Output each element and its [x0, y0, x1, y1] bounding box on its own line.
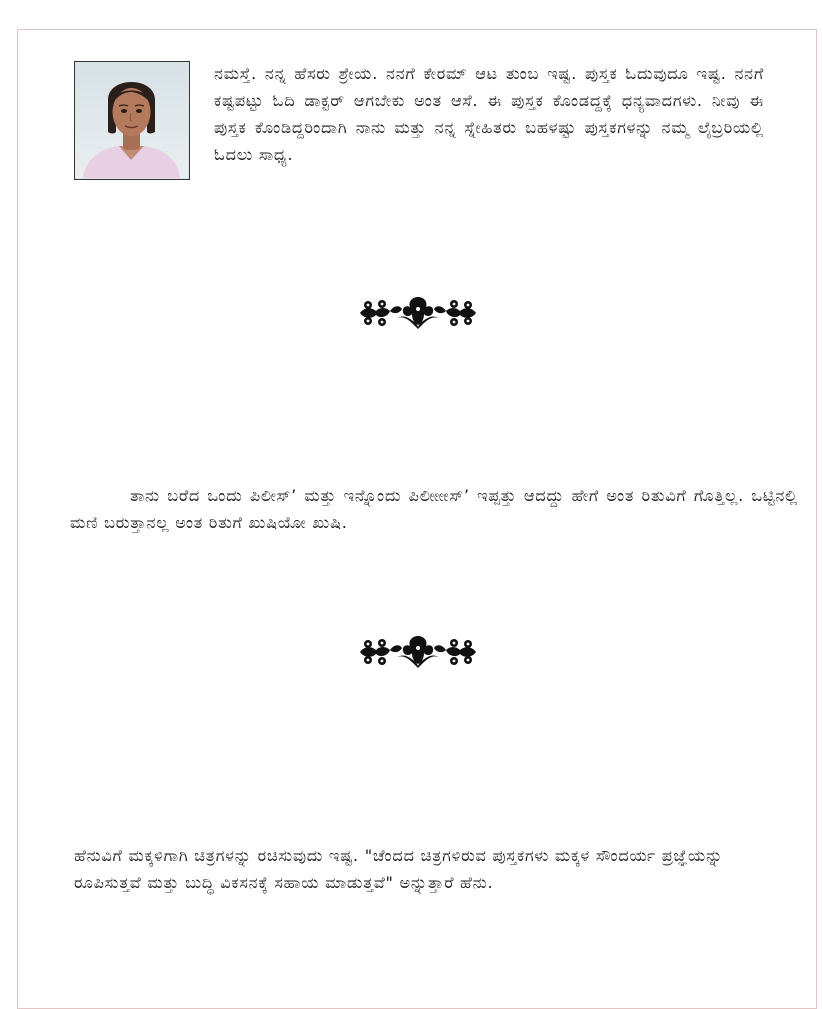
- author-portrait: [74, 61, 190, 180]
- floral-divider-icon: [356, 293, 480, 329]
- illustrator-paragraph: ಹೆನುವಿಗೆ ಮಕ್ಕಳಿಗಾಗಿ ಚಿತ್ರಗಳನ್ನು ರಚಿಸುವುದು ಇಷ್ಟ. "ಚೆಂದದ ಚಿತ್ರಗಳಿರುವ ಪುಸ್ತಕಗಳು ಮಕ್ಕಳ ಸೌಂದರ್ಯ ಪ್ರಜ್ಞೆಯನ್ನು ರೂಪಿಸುತ್ತವೆ ಮತ್ತು ಬುದ್ಧಿ ವಿಕಸನಕ್ಕೆ ಸಹಾಯ ಮಾಡುತ್ತವೆ" ಅನ್ನುತ್ತಾರೆ ಹೆನು.: [74, 846, 724, 892]
- author-intro: [74, 60, 764, 190]
- story-paragraph: ತಾನು ಬರೆದ ಒಂದು ಪಿಲೀಸ್’ ಮತ್ತು ಇನ್ನೊಂದು ಪಿಲೀೕೕೕಸ್’ ಇಪ್ಪತ್ತು ಆದದ್ದು ಹೇಗೆ ಅಂತ ರಿತುವಿಗೆ ಗೊತ್ತಿಲ್ಲ. ಒಟ್ಟಿನಲ್ಲಿ ಮಣಿ ಬರುತ್ತಾನಲ್ಲ ಅಂತ ರಿತುಗೆ ಖುಷಿಯೋ ಖುಷಿ.: [70, 486, 798, 532]
- author-intro-text: ನಮಸ್ತೆ. ನನ್ನ ಹೆಸರು ಶ್ರೇಯ. ನನಗೆ ಕೇರಮ್ ಆಟ ತುಂಬ ಇಷ್ಟ. ಪುಸ್ತಕ ಓದುವುದೂ ಇಷ್ಟ. ನನಗೆ ಕಷ್ಟಪಟ್ಟು ಓದಿ ಡಾಕ್ಟರ್ ಆಗಬೇಕು ಅಂತ ಆಸೆ. ಈ ಪುಸ್ತಕ ಕೊಂಡದ್ದಕ್ಕೆ ಧನ್ಯವಾದಗಳು. ನೀವು ಈ ಪುಸ್ತಕ ಕೊಂಡಿದ್ದರಿಂದಾಗಿ ನಾನು ಮತ್ತು ನನ್ನ ಸ್ನೇಹಿತರು ಬಹಳಷ್ಟು ಪುಸ್ತಕಗಳನ್ನು ನಮ್ಮ ಲೈಬ್ರರಿಯಲ್ಲಿ ಓದಲು ಸಾಧ್ಯ.: [214, 64, 764, 164]
- floral-divider-icon: [356, 632, 480, 668]
- portrait-photo-icon: [75, 62, 188, 178]
